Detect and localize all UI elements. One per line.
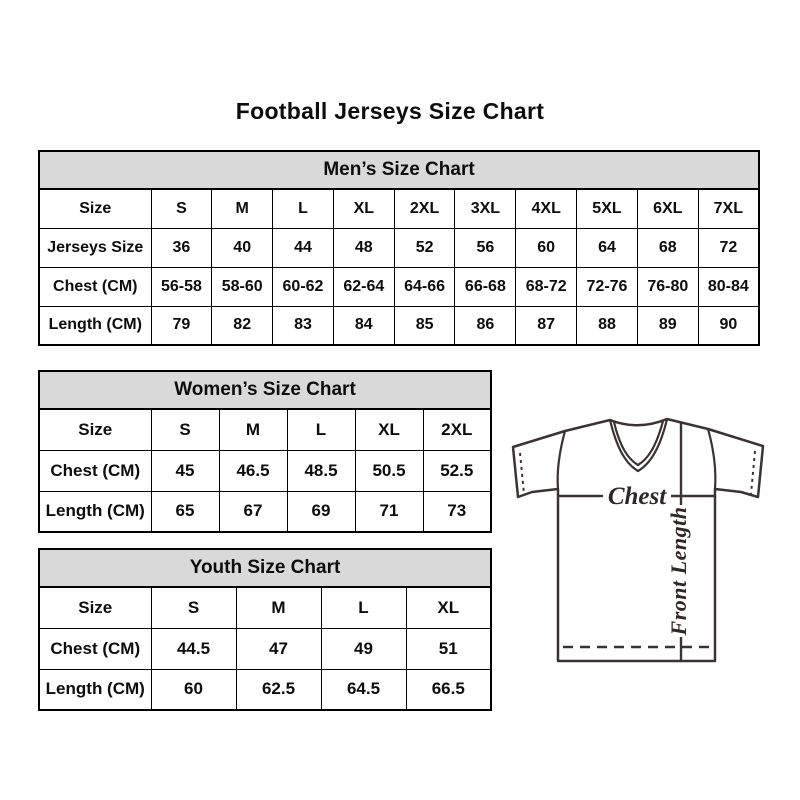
womens-size-chart-value: 48.5 [287, 450, 355, 491]
mens-size-chart-value: 56-58 [151, 267, 212, 306]
mens-size-chart-value: M [212, 189, 273, 228]
womens-size-chart-value: 69 [287, 491, 355, 532]
mens-size-chart-value: 60 [516, 228, 577, 267]
womens-size-chart-value: XL [355, 409, 423, 450]
womens-size-chart-value: 65 [151, 491, 219, 532]
mens-size-chart-row-0 [39, 189, 759, 228]
womens-size-chart-row-label: Size [39, 409, 151, 450]
mens-size-chart-value: 64 [577, 228, 638, 267]
jersey-measurement-diagram [506, 408, 770, 672]
mens-size-chart-value: 90 [698, 306, 759, 345]
womens-size-chart-value: 50.5 [355, 450, 423, 491]
youth-size-chart-value: 47 [236, 628, 321, 669]
mens-size-chart-value: 80-84 [698, 267, 759, 306]
mens-size-chart-value: 4XL [516, 189, 577, 228]
mens-size-chart-value: 76-80 [637, 267, 698, 306]
mens-size-chart-row-1 [39, 228, 759, 267]
mens-size-chart-value: 87 [516, 306, 577, 345]
youth-size-chart-row-2 [39, 669, 491, 710]
womens-size-chart-row-label: Length (CM) [39, 491, 151, 532]
mens-size-chart-value: 56 [455, 228, 516, 267]
mens-table-header-row [39, 151, 759, 189]
mens-size-chart-value: 79 [151, 306, 212, 345]
youth-table-body [39, 587, 491, 710]
mens-size-chart-value: 5XL [577, 189, 638, 228]
mens-size-chart-value: 89 [637, 306, 698, 345]
womens-size-chart-value: 71 [355, 491, 423, 532]
mens-size-chart-value: 64-66 [394, 267, 455, 306]
mens-size-chart-row-label: Size [39, 189, 151, 228]
mens-size-chart-value: 66-68 [455, 267, 516, 306]
youth-size-chart-section [38, 548, 492, 711]
womens-size-chart-value: 46.5 [219, 450, 287, 491]
womens-table-title: Women’s Size Chart [39, 371, 491, 409]
womens-size-chart-row-1 [39, 450, 491, 491]
youth-size-chart-row-label: Length (CM) [39, 669, 151, 710]
mens-size-chart-row-label: Length (CM) [39, 306, 151, 345]
womens-size-chart-value: 67 [219, 491, 287, 532]
jersey-illustration [506, 408, 770, 672]
youth-size-chart-value: XL [406, 587, 491, 628]
mens-size-chart-value: 72 [698, 228, 759, 267]
youth-size-chart-value: 64.5 [321, 669, 406, 710]
page-title: Football Jerseys Size Chart [235, 98, 545, 124]
youth-size-chart-value: 62.5 [236, 669, 321, 710]
chest-label: Chest [607, 483, 667, 510]
mens-table-title: Men’s Size Chart [39, 151, 759, 189]
womens-size-chart-value: S [151, 409, 219, 450]
youth-size-chart-row-1 [39, 628, 491, 669]
mens-size-chart-value: 3XL [455, 189, 516, 228]
youth-size-chart-value: L [321, 587, 406, 628]
mens-size-chart-row-label: Chest (CM) [39, 267, 151, 306]
womens-size-chart-value: 2XL [423, 409, 491, 450]
mens-size-chart-value: 40 [212, 228, 273, 267]
mens-size-chart-value: S [151, 189, 212, 228]
youth-size-chart-table [38, 548, 492, 711]
mens-size-chart-value: 62-64 [333, 267, 394, 306]
mens-size-chart-value: 6XL [637, 189, 698, 228]
mens-size-chart-value: 52 [394, 228, 455, 267]
mens-size-chart-value: 83 [273, 306, 334, 345]
womens-size-chart-value: 73 [423, 491, 491, 532]
youth-size-chart-value: 60 [151, 669, 236, 710]
youth-table-header-row [39, 549, 491, 587]
womens-table-body [39, 409, 491, 532]
mens-size-chart-value: 44 [273, 228, 334, 267]
mens-size-chart-value: 48 [333, 228, 394, 267]
mens-size-chart-value: 72-76 [577, 267, 638, 306]
womens-size-chart-value: 52.5 [423, 450, 491, 491]
mens-size-chart-value: 86 [455, 306, 516, 345]
mens-size-chart-value: 58-60 [212, 267, 273, 306]
womens-size-chart-value: 45 [151, 450, 219, 491]
womens-size-chart-table [38, 370, 492, 533]
womens-size-chart-row-0 [39, 409, 491, 450]
womens-table-header-row [39, 371, 491, 409]
mens-size-chart-value: 88 [577, 306, 638, 345]
jersey-outline [513, 419, 763, 661]
womens-size-chart-row-2 [39, 491, 491, 532]
mens-size-chart-section [38, 150, 760, 346]
front-length-label: Front Length [666, 506, 692, 636]
mens-size-chart-value: 7XL [698, 189, 759, 228]
mens-size-chart-value: 84 [333, 306, 394, 345]
womens-size-chart-value: M [219, 409, 287, 450]
mens-size-chart-value: 2XL [394, 189, 455, 228]
youth-size-chart-row-label: Size [39, 587, 151, 628]
mens-size-chart-row-3 [39, 306, 759, 345]
womens-size-chart-value: L [287, 409, 355, 450]
youth-size-chart-value: 66.5 [406, 669, 491, 710]
mens-size-chart-row-2 [39, 267, 759, 306]
youth-size-chart-value: M [236, 587, 321, 628]
mens-table-body [39, 189, 759, 345]
youth-size-chart-value: S [151, 587, 236, 628]
mens-size-chart-value: 36 [151, 228, 212, 267]
mens-size-chart-value: XL [333, 189, 394, 228]
youth-size-chart-value: 51 [406, 628, 491, 669]
mens-size-chart-value: 68 [637, 228, 698, 267]
youth-size-chart-value: 49 [321, 628, 406, 669]
mens-size-chart-value: 68-72 [516, 267, 577, 306]
womens-size-chart-section [38, 370, 492, 533]
mens-size-chart-value: 82 [212, 306, 273, 345]
youth-size-chart-value: 44.5 [151, 628, 236, 669]
mens-size-chart-row-label: Jerseys Size [39, 228, 151, 267]
womens-size-chart-row-label: Chest (CM) [39, 450, 151, 491]
mens-size-chart-value: 85 [394, 306, 455, 345]
youth-size-chart-row-0 [39, 587, 491, 628]
youth-table-title: Youth Size Chart [39, 549, 491, 587]
mens-size-chart-table [38, 150, 760, 346]
youth-size-chart-row-label: Chest (CM) [39, 628, 151, 669]
mens-size-chart-value: L [273, 189, 334, 228]
mens-size-chart-value: 60-62 [273, 267, 334, 306]
